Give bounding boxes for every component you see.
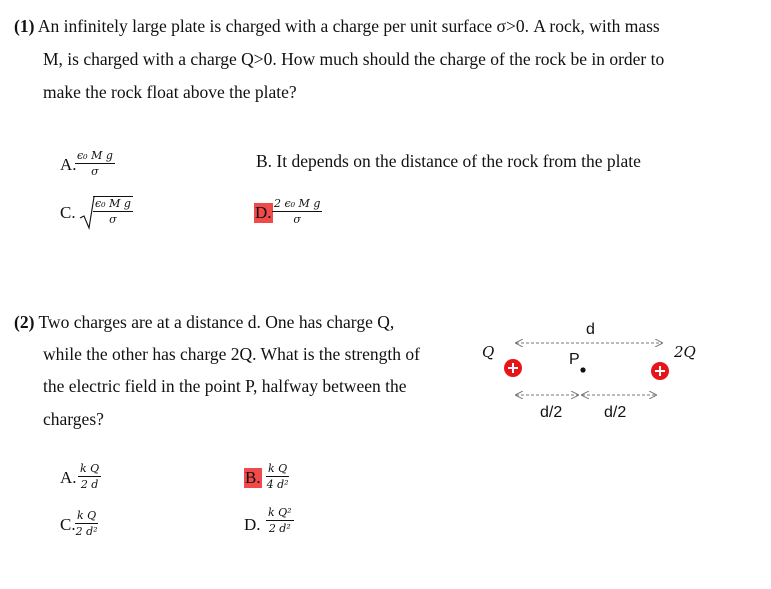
q1-option-b: B. It depends on the distance of the rock from the plate <box>256 151 641 171</box>
point-p-dot <box>580 367 585 372</box>
q2-text-1: Two charges are at a distance d. One has charge Q, <box>38 312 395 332</box>
q2-option-d-fraction <box>266 506 294 536</box>
q1-option-d-denominator: σ <box>293 213 301 226</box>
label-d: d <box>586 321 595 338</box>
q2-text-4: charges? <box>43 409 104 429</box>
q2-option-b-letter: B. <box>245 468 261 487</box>
q1-option-c-numerator: ϵ₀ M g <box>95 197 131 210</box>
q2-option-c-numerator: k Q <box>77 509 97 522</box>
q1-option-c-denominator: σ <box>109 213 117 226</box>
q1-option-d-fraction <box>272 197 322 227</box>
label-p: P <box>569 351 580 368</box>
q2-option-d-numerator: k Q² <box>268 506 292 519</box>
label-half-right: d/2 <box>604 404 627 421</box>
q1-number: (1) <box>14 16 35 36</box>
q1-option-d-numerator: 2 ϵ₀ M g <box>274 197 321 210</box>
positive-charge-right-icon <box>651 362 669 380</box>
charges-diagram <box>476 312 736 432</box>
q2-option-c-letter: C. <box>60 515 76 534</box>
q2-text-2: while the other has charge 2Q. What is the strength of <box>43 344 420 364</box>
q1-option-a-letter: A. <box>60 155 77 174</box>
q2-option-a-denominator: 2 d <box>80 478 99 491</box>
q2-line-1 <box>14 312 394 333</box>
q2-option-a-letter: A. <box>60 468 77 487</box>
q1-option-a-denominator: σ <box>91 165 99 178</box>
positive-charge-left-icon <box>504 359 522 377</box>
q2-option-b-fraction <box>266 462 289 492</box>
q2-option-b-numerator: k Q <box>268 462 288 475</box>
q1-option-c-letter: C. <box>60 203 76 222</box>
q2-option-a-numerator: k Q <box>80 462 100 475</box>
q2-number: (2) <box>14 312 35 332</box>
q1-text-1: An infinitely large plate is charged with a charge per unit surface σ>0. A rock, with mass <box>37 16 660 36</box>
q2-option-d-letter: D. <box>244 515 261 534</box>
q1-text-3: make the rock float above the plate? <box>43 82 297 102</box>
q1-line-1 <box>14 16 660 37</box>
label-half-left: d/2 <box>540 404 563 421</box>
q2-option-c-denominator: 2 d² <box>75 525 98 538</box>
label-q: Q <box>482 343 495 361</box>
q1-option-a-numerator: ϵ₀ M g <box>77 149 113 162</box>
q1-option-a-fraction <box>75 149 115 179</box>
q1-option-c-fraction <box>93 196 133 227</box>
q2-option-d-denominator: 2 d² <box>268 522 291 535</box>
q2-text-3: the electric field in the point P, halfway between the <box>43 376 407 396</box>
q2-option-b-denominator: 4 d² <box>266 478 289 491</box>
q1-text-2: M, is charged with a charge Q>0. How much should the charge of the rock be in order to <box>43 49 665 69</box>
q2-option-c-fraction <box>75 509 98 539</box>
label-2q: 2Q <box>674 343 696 361</box>
q1-option-d-letter: D. <box>255 203 272 222</box>
q2-option-a-fraction <box>78 462 101 492</box>
